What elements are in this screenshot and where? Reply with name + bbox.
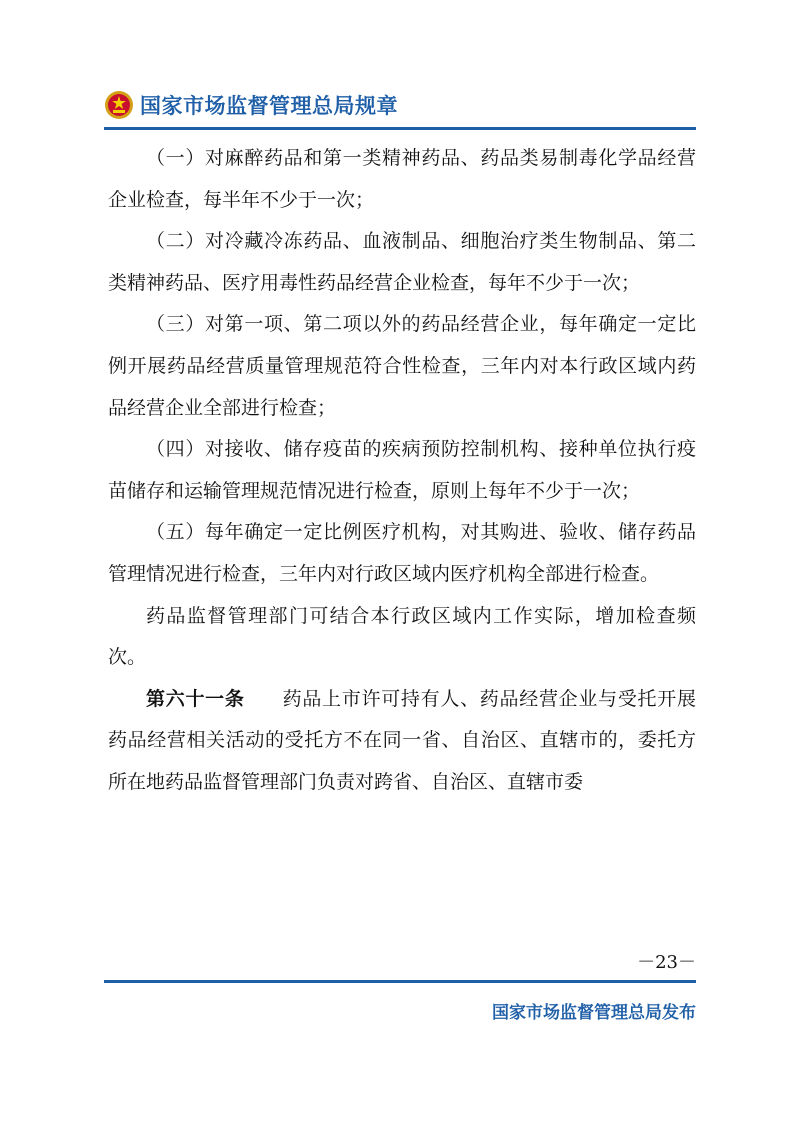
document-body (108, 138, 696, 804)
paragraph-item-5: （五）每年确定一定比例医疗机构，对其购进、验收、储存药品管理情况进行检查，三年内对行政区域内医疗机构全部进行检查。 (108, 521, 696, 585)
header-divider (104, 127, 696, 130)
article-paragraph (108, 679, 696, 804)
paragraph-supplement: 药品监督管理部门可结合本行政区域内工作实际，增加检查频次。 (108, 604, 696, 669)
footer-divider (104, 980, 696, 983)
national-emblem-icon (104, 90, 134, 120)
paragraph-item-1: （一）对麻醉药品和第一类精神药品、药品类易制毒化学品经营企业检查，每半年不少于一次； (108, 147, 696, 211)
paragraph-item-3: （三）对第一项、第二项以外的药品经营企业，每年确定一定比例开展药品经营质量管理规范符合性检查，三年内对本行政区域内药品经营企业全部进行检查； (108, 313, 696, 419)
page-number: －23－ (637, 952, 696, 973)
article-label: 第六十一条 (146, 687, 245, 710)
paragraph-item-4: （四）对接收、储存疫苗的疾病预防控制机构、接种单位执行疫苗储存和运输管理规范情况进行检查，原则上每年不少于一次； (108, 438, 696, 502)
header-title: 国家市场监督管理总局规章 (140, 94, 398, 118)
article-text: 药品上市许可持有人、药品经营企业与受托开展药品经营相关活动的受托方不在同一省、自治区、直辖市的，委托方所在地药品监督管理部门负责对跨省、自治区、直辖市委 (108, 687, 696, 793)
paragraph-item-2: （二）对冷藏冷冻药品、血液制品、细胞治疗类生物制品、第二类精神药品、医疗用毒性药品经营企业检查，每年不少于一次； (108, 230, 696, 294)
page-header (104, 88, 398, 122)
footer-publisher: 国家市场监督管理总局发布 (492, 1003, 696, 1023)
